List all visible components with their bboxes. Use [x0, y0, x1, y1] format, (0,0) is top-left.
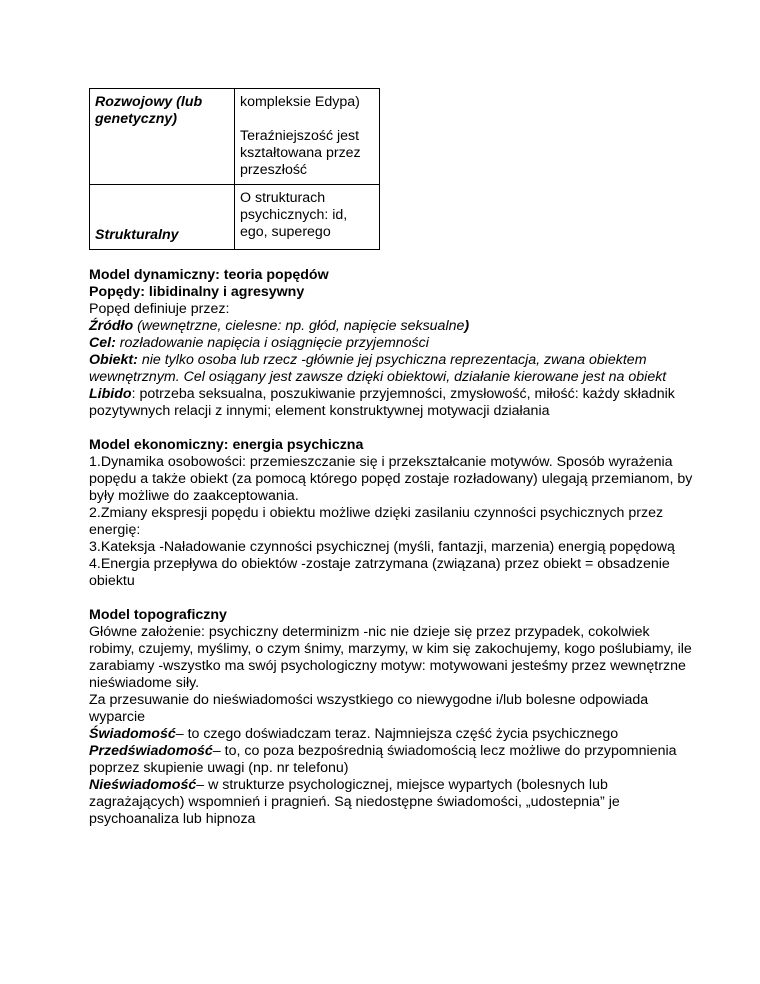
term: Źródło: [89, 318, 134, 334]
paragraph: 3.Kateksja -Naładowanie czynności psychicznej (myśli, fantazji, marzenia) energią popędową: [89, 539, 675, 555]
table-cell-desc: O strukturach psychicznych: id, ego, superego: [235, 185, 380, 250]
table-row: [90, 89, 380, 185]
definition: – to, co poza bezpośrednią świadomością lecz możliwe do przypomnienia poprzez skupienie uwagi (np. nr telefonu): [89, 743, 677, 776]
section-subheading: Popędy: libidinalny i agresywny: [89, 284, 305, 300]
definition: : potrzeba seksualna, poszukiwanie przyjemności, zmysłowość, miłość: każdy składnik pozytywnych relacji z innymi; element konstruktywnej motywacji działania: [89, 386, 675, 419]
table-cell-label: Strukturalny: [90, 185, 235, 250]
table-cell-desc: [235, 89, 380, 185]
paragraph: [89, 352, 694, 386]
paragraph: Za przesuwanie do nieświadomości wszystkiego co niewygodne i/lub bolesne odpowiada wyparcie: [89, 692, 649, 725]
paragraph: 1.Dynamika osobowości: przemieszczanie się i przekształcanie motywów. Sposób wyrażenia popędu a także obiekt (za pomocą którego popęd zostaje rozładowany) ulegają przemianom, by były możliwe do zaakceptowania.: [89, 454, 693, 504]
paragraph: Popęd definiuje przez:: [89, 301, 230, 317]
section-heading: Model topograficzny: [89, 607, 227, 623]
paragraph: Główne założenie: psychiczny determinizm -nic nie dzieje się przez przypadek, cokolwiek robimy, czujemy, myślimy, o czym śnimy, marzymy, w kim się zakochujemy, kogo poślubiamy, ile zarabiamy -wszystko ma swój psychologiczny motyw: motywowani jesteśmy przez wewnętrzne nieświadome siły.: [89, 624, 692, 691]
definition: – to czego doświadczam teraz. Najmniejsza część życia psychicznego: [175, 726, 619, 742]
definition: nie tylko osoba lub rzecz -głównie jej psychiczna reprezentacja, zwana obiektem wewnętrznym. Cel osiągany jest zawsze dzięki obiektowi, działanie kierowane jest na obiekt: [89, 352, 667, 385]
definition: (wewnętrzne, cielesne: np. głód, napięcie seksualne: [133, 318, 465, 334]
document-page: [89, 88, 694, 828]
models-table: [89, 88, 380, 250]
term: Libido: [89, 386, 132, 402]
paragraph: [89, 335, 694, 352]
paragraph: [89, 318, 694, 335]
term: Świadomość: [89, 726, 176, 742]
cell-text: kompleksie Edypa): [240, 94, 360, 110]
term: Przedświadomość: [89, 743, 213, 759]
section-heading: Model dynamiczny: teoria popędów: [89, 267, 329, 283]
cell-text: Teraźniejszość jest kształtowana przez przeszłość: [240, 128, 361, 178]
paragraph: 2.Zmiany ekspresji popędu i obiektu możliwe dzięki zasilaniu czynności psychicznych przez energię:: [89, 505, 664, 538]
paragraph: [89, 743, 694, 777]
term-close: ): [464, 318, 470, 334]
table-row: [90, 185, 380, 250]
paragraph: [89, 777, 694, 828]
section-heading: Model ekonomiczny: energia psychiczna: [89, 437, 364, 453]
term: Cel:: [89, 335, 116, 351]
paragraph: 4.Energia przepływa do obiektów -zostaje zatrzymana (związana) przez obiekt = obsadzenie obiektu: [89, 556, 670, 589]
document-body: [89, 267, 694, 828]
table-cell-label: Rozwojowy (lub genetyczny): [90, 89, 235, 185]
definition: rozładowanie napięcia i osiągnięcie przyjemności: [115, 335, 429, 351]
term: Nieświadomość: [89, 777, 197, 793]
paragraph: [89, 386, 694, 420]
definition: – w strukturze psychologicznej, miejsce wypartych (bolesnych lub zagrażających) wspomnień i pragnień. Są niedostępne świadomości, „udostepnia” je psychoanaliza lub hipnoza: [89, 777, 620, 827]
term: Obiekt:: [89, 352, 138, 368]
paragraph: [89, 726, 694, 743]
